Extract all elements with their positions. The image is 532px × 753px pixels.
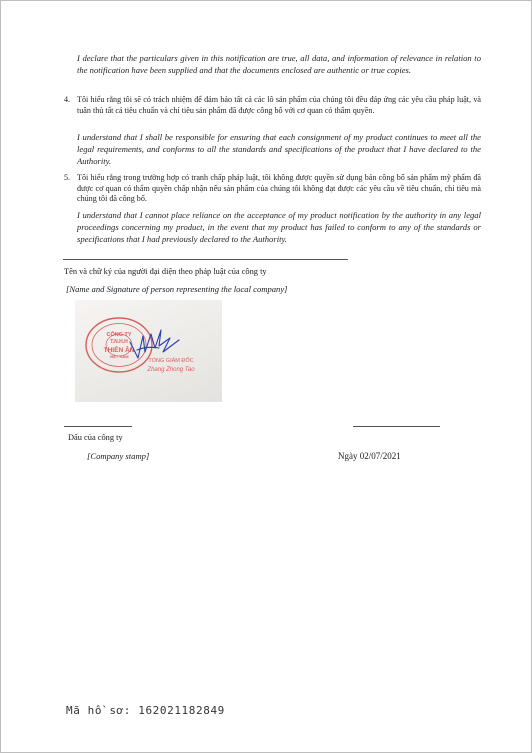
declaration-item-4-vi: Tôi hiểu rằng tôi sẽ có trách nhiệm để đảm bảo tất cả các lô sản phẩm của chúng tôi đều đáp ứng các yêu cầu pháp luật, và tuân thủ tất cả tiêu chuẩn và chỉ tiêu sản phẩm đã được công bố với cơ quan có thẩm quyền. xyxy=(77,95,481,115)
item-number-5: 5. xyxy=(64,173,71,182)
declaration-item-4-en: I understand that I shall be responsible for ensuring that each consignment of my product continues to meet all the legal requirements, and conforms to all the standards and specifications of the product that I have declared to the Authority. xyxy=(77,132,481,166)
file-code: Mã hồ sơ: 162021182849 xyxy=(66,704,225,717)
signature-line xyxy=(63,259,348,260)
company-stamp-line xyxy=(64,426,132,427)
svg-text:CÔNG TY: CÔNG TY xyxy=(106,332,132,338)
date-text: Ngày 02/07/2021 xyxy=(338,451,401,461)
company-seal-icon xyxy=(75,300,222,402)
signature-label-vi: Tên và chữ ký của người đại diện theo pháp luật của công ty xyxy=(64,267,267,276)
svg-text:THIÊN ÂN: THIÊN ÂN xyxy=(103,347,135,354)
svg-text:Zhang Zhong Tao: Zhang Zhong Tao xyxy=(147,367,195,373)
date-line xyxy=(353,426,440,427)
declaration-item-3-en: I declare that the particulars given in this notification are true, all data, and information of relevance in relation to the notification have been supplied and that the documents enclosed are authentic or true copies. xyxy=(77,53,481,75)
company-stamp-label-vi: Dấu của công ty xyxy=(68,433,123,442)
svg-text:TỔNG GIÁM ĐỐC: TỔNG GIÁM ĐỐC xyxy=(148,358,194,364)
svg-text:T.N.H.H: T.N.H.H xyxy=(110,339,128,345)
signature-stamp-image xyxy=(75,300,222,402)
declaration-item-5-en: I understand that I cannot place reliance on the acceptance of my product notification by the authority in any legal proceedings concerning my product, in the event that my product has failed to conform to any of the standards or specifications that I had previously declared to the Authority. xyxy=(77,210,481,244)
company-stamp-label-en: [Company stamp] xyxy=(87,451,150,461)
svg-text:VIỆT NAM: VIỆT NAM xyxy=(109,354,129,359)
declaration-item-5-vi: Tôi hiểu rằng trong trường hợp có tranh chấp pháp luật, tôi không được quyền sử dụng bản công bố sản phẩm mỹ phẩm đã được cơ quan có thẩm quyền chấp nhận nếu sản phẩm của chúng tôi không đạt được các yêu cầu về tiêu chuẩn, chỉ tiêu mà chúng tôi đã công bố. xyxy=(77,173,481,203)
item-number-4: 4. xyxy=(64,95,71,104)
signature-label-en: [Name and Signature of person representing the local company] xyxy=(66,284,288,294)
